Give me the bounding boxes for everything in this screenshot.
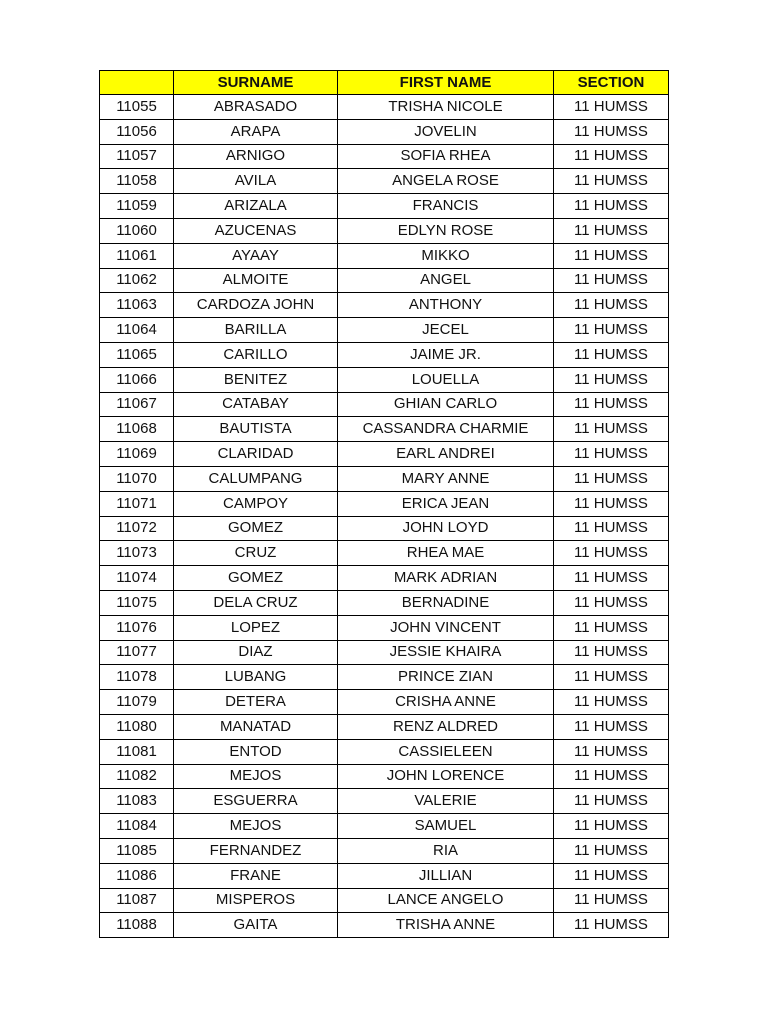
student-id-cell: 11067 xyxy=(100,392,174,417)
first-name-cell: PRINCE ZIAN xyxy=(338,665,554,690)
table-row xyxy=(100,640,669,665)
student-id-cell: 11068 xyxy=(100,417,174,442)
surname-cell: ARAPA xyxy=(174,119,338,144)
first-name-cell: JESSIE KHAIRA xyxy=(338,640,554,665)
section-cell: 11 HUMSS xyxy=(554,739,669,764)
header-section: SECTION xyxy=(554,71,669,95)
surname-cell: DETERA xyxy=(174,690,338,715)
student-id-cell: 11064 xyxy=(100,318,174,343)
section-cell: 11 HUMSS xyxy=(554,218,669,243)
section-cell: 11 HUMSS xyxy=(554,144,669,169)
student-roster-table xyxy=(99,70,669,938)
section-cell: 11 HUMSS xyxy=(554,318,669,343)
table-row xyxy=(100,590,669,615)
student-id-cell: 11065 xyxy=(100,342,174,367)
table-row xyxy=(100,367,669,392)
student-id-cell: 11083 xyxy=(100,789,174,814)
surname-cell: CRUZ xyxy=(174,541,338,566)
student-id-cell: 11060 xyxy=(100,218,174,243)
surname-cell: LOPEZ xyxy=(174,615,338,640)
first-name-cell: TRISHA ANNE xyxy=(338,913,554,938)
first-name-cell: ANGEL xyxy=(338,268,554,293)
section-cell: 11 HUMSS xyxy=(554,665,669,690)
first-name-cell: JAIME JR. xyxy=(338,342,554,367)
section-cell: 11 HUMSS xyxy=(554,590,669,615)
section-cell: 11 HUMSS xyxy=(554,764,669,789)
table-header-row xyxy=(100,71,669,95)
table-row xyxy=(100,863,669,888)
first-name-cell: BERNADINE xyxy=(338,590,554,615)
table-row xyxy=(100,218,669,243)
section-cell: 11 HUMSS xyxy=(554,789,669,814)
header-id xyxy=(100,71,174,95)
student-id-cell: 11074 xyxy=(100,566,174,591)
section-cell: 11 HUMSS xyxy=(554,119,669,144)
section-cell: 11 HUMSS xyxy=(554,268,669,293)
surname-cell: CATABAY xyxy=(174,392,338,417)
section-cell: 11 HUMSS xyxy=(554,367,669,392)
table-row xyxy=(100,516,669,541)
student-id-cell: 11085 xyxy=(100,838,174,863)
first-name-cell: EARL ANDREI xyxy=(338,442,554,467)
section-cell: 11 HUMSS xyxy=(554,194,669,219)
first-name-cell: JOHN VINCENT xyxy=(338,615,554,640)
table-row xyxy=(100,888,669,913)
section-cell: 11 HUMSS xyxy=(554,342,669,367)
student-id-cell: 11072 xyxy=(100,516,174,541)
section-cell: 11 HUMSS xyxy=(554,392,669,417)
student-id-cell: 11057 xyxy=(100,144,174,169)
surname-cell: LUBANG xyxy=(174,665,338,690)
first-name-cell: JOVELIN xyxy=(338,119,554,144)
surname-cell: AZUCENAS xyxy=(174,218,338,243)
first-name-cell: LANCE ANGELO xyxy=(338,888,554,913)
table-row xyxy=(100,95,669,120)
first-name-cell: EDLYN ROSE xyxy=(338,218,554,243)
section-cell: 11 HUMSS xyxy=(554,640,669,665)
section-cell: 11 HUMSS xyxy=(554,169,669,194)
table-row xyxy=(100,417,669,442)
surname-cell: CARILLO xyxy=(174,342,338,367)
surname-cell: MEJOS xyxy=(174,764,338,789)
first-name-cell: ERICA JEAN xyxy=(338,491,554,516)
student-id-cell: 11066 xyxy=(100,367,174,392)
first-name-cell: ANGELA ROSE xyxy=(338,169,554,194)
header-surname: SURNAME xyxy=(174,71,338,95)
table-row xyxy=(100,293,669,318)
surname-cell: ABRASADO xyxy=(174,95,338,120)
first-name-cell: JOHN LORENCE xyxy=(338,764,554,789)
section-cell: 11 HUMSS xyxy=(554,838,669,863)
table-row xyxy=(100,342,669,367)
table-row xyxy=(100,243,669,268)
first-name-cell: VALERIE xyxy=(338,789,554,814)
table-row xyxy=(100,442,669,467)
table-row xyxy=(100,318,669,343)
first-name-cell: JECEL xyxy=(338,318,554,343)
header-first-name: FIRST NAME xyxy=(338,71,554,95)
surname-cell: CARDOZA JOHN xyxy=(174,293,338,318)
section-cell: 11 HUMSS xyxy=(554,516,669,541)
student-id-cell: 11087 xyxy=(100,888,174,913)
first-name-cell: SAMUEL xyxy=(338,814,554,839)
surname-cell: GAITA xyxy=(174,913,338,938)
student-id-cell: 11078 xyxy=(100,665,174,690)
surname-cell: ENTOD xyxy=(174,739,338,764)
first-name-cell: JILLIAN xyxy=(338,863,554,888)
first-name-cell: MARY ANNE xyxy=(338,466,554,491)
first-name-cell: RENZ ALDRED xyxy=(338,714,554,739)
table-row xyxy=(100,144,669,169)
section-cell: 11 HUMSS xyxy=(554,466,669,491)
student-id-cell: 11059 xyxy=(100,194,174,219)
first-name-cell: RHEA MAE xyxy=(338,541,554,566)
section-cell: 11 HUMSS xyxy=(554,615,669,640)
student-id-cell: 11084 xyxy=(100,814,174,839)
first-name-cell: TRISHA NICOLE xyxy=(338,95,554,120)
student-id-cell: 11081 xyxy=(100,739,174,764)
student-id-cell: 11088 xyxy=(100,913,174,938)
surname-cell: DIAZ xyxy=(174,640,338,665)
section-cell: 11 HUMSS xyxy=(554,913,669,938)
surname-cell: MANATAD xyxy=(174,714,338,739)
surname-cell: ALMOITE xyxy=(174,268,338,293)
student-id-cell: 11058 xyxy=(100,169,174,194)
surname-cell: ESGUERRA xyxy=(174,789,338,814)
section-cell: 11 HUMSS xyxy=(554,863,669,888)
section-cell: 11 HUMSS xyxy=(554,566,669,591)
table-row xyxy=(100,814,669,839)
table-row xyxy=(100,690,669,715)
table-row xyxy=(100,392,669,417)
table-row xyxy=(100,665,669,690)
first-name-cell: RIA xyxy=(338,838,554,863)
surname-cell: ARIZALA xyxy=(174,194,338,219)
surname-cell: CLARIDAD xyxy=(174,442,338,467)
section-cell: 11 HUMSS xyxy=(554,541,669,566)
section-cell: 11 HUMSS xyxy=(554,714,669,739)
table-row xyxy=(100,838,669,863)
surname-cell: BAUTISTA xyxy=(174,417,338,442)
first-name-cell: SOFIA RHEA xyxy=(338,144,554,169)
surname-cell: BARILLA xyxy=(174,318,338,343)
surname-cell: AVILA xyxy=(174,169,338,194)
surname-cell: ARNIGO xyxy=(174,144,338,169)
section-cell: 11 HUMSS xyxy=(554,417,669,442)
section-cell: 11 HUMSS xyxy=(554,95,669,120)
first-name-cell: FRANCIS xyxy=(338,194,554,219)
student-id-cell: 11055 xyxy=(100,95,174,120)
surname-cell: AYAAY xyxy=(174,243,338,268)
student-id-cell: 11086 xyxy=(100,863,174,888)
first-name-cell: GHIAN CARLO xyxy=(338,392,554,417)
table-row xyxy=(100,194,669,219)
section-cell: 11 HUMSS xyxy=(554,491,669,516)
first-name-cell: CASSIELEEN xyxy=(338,739,554,764)
student-id-cell: 11062 xyxy=(100,268,174,293)
table-row xyxy=(100,714,669,739)
student-id-cell: 11070 xyxy=(100,466,174,491)
surname-cell: FRANE xyxy=(174,863,338,888)
surname-cell: MEJOS xyxy=(174,814,338,839)
table-row xyxy=(100,615,669,640)
section-cell: 11 HUMSS xyxy=(554,690,669,715)
surname-cell: CAMPOY xyxy=(174,491,338,516)
section-cell: 11 HUMSS xyxy=(554,293,669,318)
section-cell: 11 HUMSS xyxy=(554,442,669,467)
surname-cell: MISPEROS xyxy=(174,888,338,913)
student-id-cell: 11063 xyxy=(100,293,174,318)
surname-cell: GOMEZ xyxy=(174,566,338,591)
surname-cell: GOMEZ xyxy=(174,516,338,541)
first-name-cell: ANTHONY xyxy=(338,293,554,318)
table-row xyxy=(100,739,669,764)
student-id-cell: 11073 xyxy=(100,541,174,566)
table-row xyxy=(100,541,669,566)
table-row xyxy=(100,789,669,814)
table-row xyxy=(100,268,669,293)
table-row xyxy=(100,119,669,144)
student-id-cell: 11056 xyxy=(100,119,174,144)
first-name-cell: MARK ADRIAN xyxy=(338,566,554,591)
surname-cell: FERNANDEZ xyxy=(174,838,338,863)
student-id-cell: 11061 xyxy=(100,243,174,268)
table-row xyxy=(100,913,669,938)
surname-cell: DELA CRUZ xyxy=(174,590,338,615)
section-cell: 11 HUMSS xyxy=(554,243,669,268)
table-row xyxy=(100,764,669,789)
section-cell: 11 HUMSS xyxy=(554,888,669,913)
table-row xyxy=(100,169,669,194)
table-row xyxy=(100,566,669,591)
surname-cell: BENITEZ xyxy=(174,367,338,392)
table-row xyxy=(100,491,669,516)
first-name-cell: CASSANDRA CHARMIE xyxy=(338,417,554,442)
table-row xyxy=(100,466,669,491)
table-body xyxy=(100,95,669,938)
first-name-cell: LOUELLA xyxy=(338,367,554,392)
surname-cell: CALUMPANG xyxy=(174,466,338,491)
student-id-cell: 11076 xyxy=(100,615,174,640)
student-id-cell: 11080 xyxy=(100,714,174,739)
first-name-cell: MIKKO xyxy=(338,243,554,268)
student-id-cell: 11079 xyxy=(100,690,174,715)
student-id-cell: 11082 xyxy=(100,764,174,789)
student-id-cell: 11075 xyxy=(100,590,174,615)
student-id-cell: 11071 xyxy=(100,491,174,516)
student-id-cell: 11069 xyxy=(100,442,174,467)
section-cell: 11 HUMSS xyxy=(554,814,669,839)
student-id-cell: 11077 xyxy=(100,640,174,665)
first-name-cell: CRISHA ANNE xyxy=(338,690,554,715)
first-name-cell: JOHN LOYD xyxy=(338,516,554,541)
